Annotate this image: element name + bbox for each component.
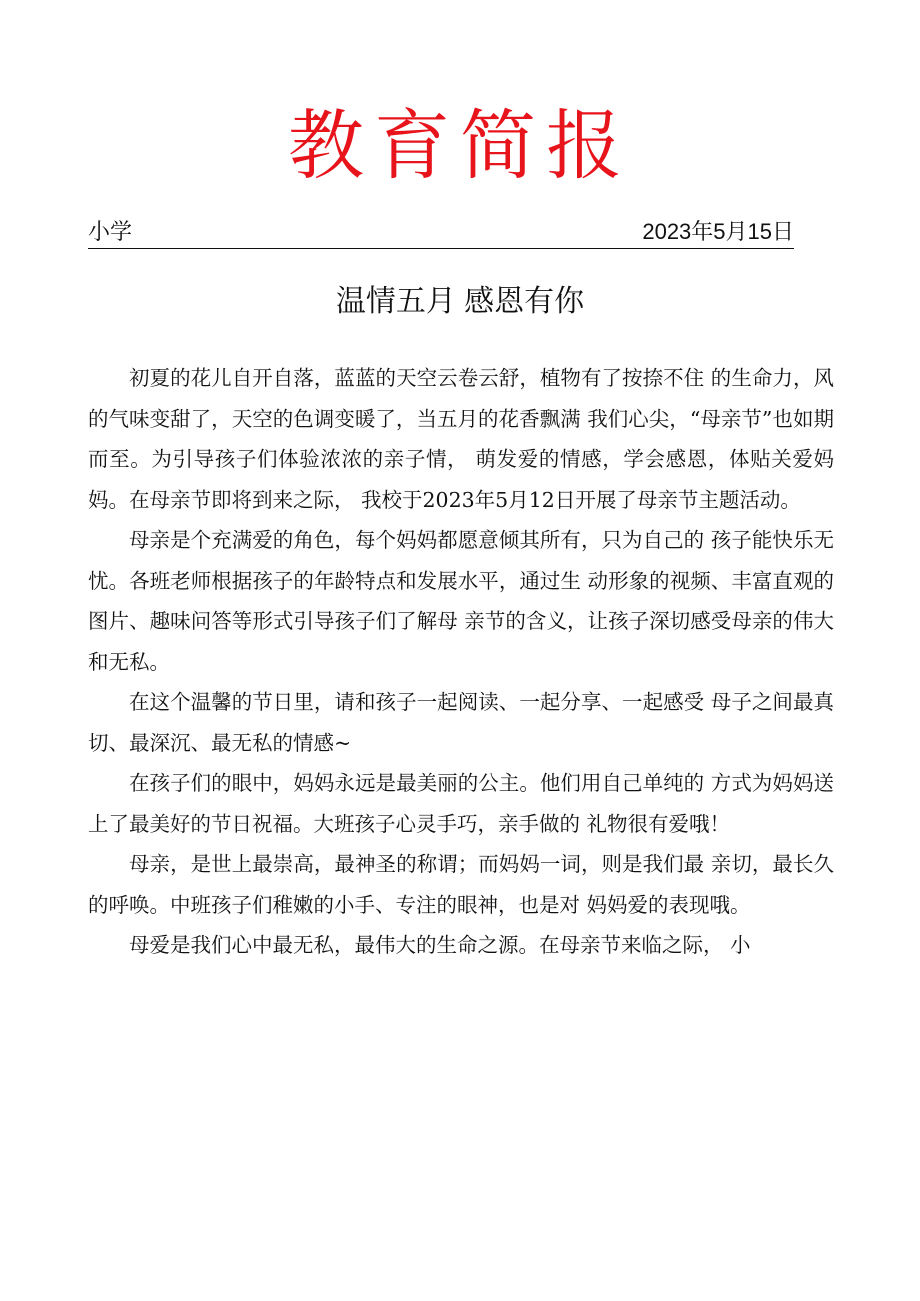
dateline [88, 216, 794, 249]
newsletter-masthead: 教育简报 [288, 101, 632, 190]
paragraph: 初夏的花儿自开自落，蓝蓝的天空云卷云舒，植物有了按捺不住 的生命力，风的气味变甜了，天空的色调变暖了，当五月的花香飘满 我们心尖，“母亲节”也如期而至。为引导孩子们体验浓浓的亲子情， 萌发爱的情感，学会感恩，体贴关爱妈妈。在母亲节即将到来之际， 我校于2023年5月12日开展了母亲节主题活动。 [88, 366, 834, 512]
paragraph: 在孩子们的眼中，妈妈永远是最美丽的公主。他们用自己单纯的 方式为妈妈送上了最美好的节日祝福。大班孩子心灵手巧，亲手做的 礼物很有爱哦！ [88, 771, 834, 836]
school-name: 小学 [88, 219, 133, 244]
paragraph: 母亲是个充满爱的角色，每个妈妈都愿意倾其所有，只为自己的 孩子能快乐无忧。各班老师根据孩子的年龄特点和发展水平，通过生 动形象的视频、丰富直观的图片、趣味问答等形式引导孩子们了解母 亲节的含义，让孩子深切感受母亲的伟大和无私。 [88, 528, 834, 674]
paragraph: 母爱是我们心中最无私，最伟大的生命之源。在母亲节来临之际， 小 [129, 933, 751, 957]
paragraph: 在这个温馨的节日里，请和孩子一起阅读、一起分享、一起感受 母子之间最真切、最深沉、最无私的情感~ [88, 690, 834, 755]
article-body [88, 358, 834, 966]
issue-date: 2023年5月15日 [642, 219, 794, 244]
paragraph: 母亲，是世上最崇高，最神圣的称谓；而妈妈一词，则是我们最 亲切，最长久的呼唤。中班孩子们稚嫩的小手、专注的眼神，也是对 妈妈爱的表现哦。 [88, 852, 834, 917]
article-headline: 温情五月 感恩有你 [335, 285, 585, 318]
